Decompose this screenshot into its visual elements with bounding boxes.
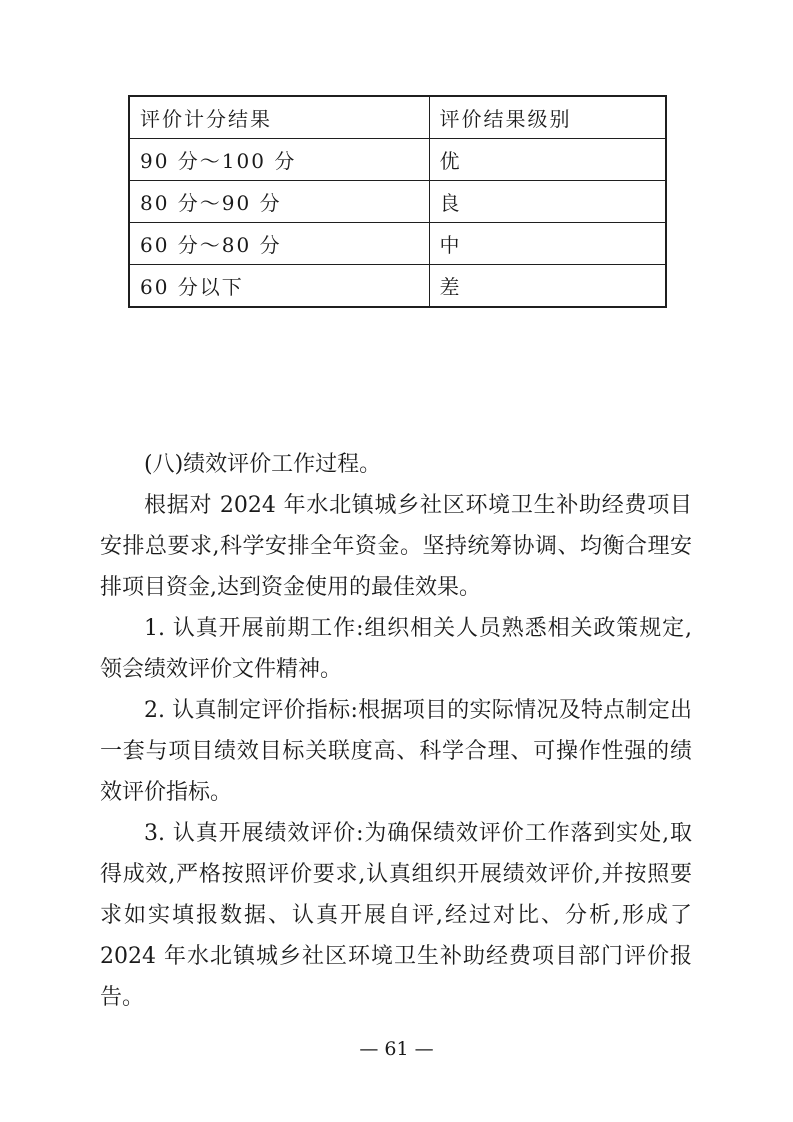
level-cell: 中 [429,223,666,265]
table-row [129,265,666,308]
paragraph: 根据对 2024 年水北镇城乡社区环境卫生补助经费项目安排总要求,科学安排全年资金。坚持统筹协调、均衡合理安排项目资金,达到资金使用的最佳效果。 [100,493,692,600]
page-number: — 61 — [359,1038,434,1060]
level-cell: 优 [429,139,666,181]
table-row [129,181,666,223]
table-row [129,223,666,265]
table-header-row [129,96,666,139]
table-row [129,139,666,181]
paragraph: 3. 认真开展绩效评价:为确保绩效评价工作落到实处,取得成效,严格按照评价要求,认真组织开展绩效评价,并按照要求如实填报数据、认真开展自评,经过对比、分析,形成了 2024 年水北镇城乡社区环境卫生补助经费项目部门评价报告。 [100,821,692,1010]
paragraph: 1. 认真开展前期工作:组织相关人员熟悉相关政策规定,领会绩效评价文件精神。 [100,616,692,682]
score-range-cell: 80 分～90 分 [129,181,429,223]
table-header-score-result: 评价计分结果 [129,96,429,139]
score-range-cell: 60 分～80 分 [129,223,429,265]
level-cell: 差 [429,265,666,308]
paragraph: 2. 认真制定评价指标:根据项目的实际情况及特点制定出一套与项目绩效目标关联度高、科学合理、可操作性强的绩效评价指标。 [100,698,692,805]
section-heading: (八)绩效评价工作过程。 [144,452,382,477]
table-header-result-level: 评价结果级别 [429,96,666,139]
evaluation-score-table [128,95,667,308]
body-text [100,444,692,1018]
level-cell: 良 [429,181,666,223]
score-range-cell: 60 分以下 [129,265,429,308]
score-range-cell: 90 分～100 分 [129,139,429,181]
